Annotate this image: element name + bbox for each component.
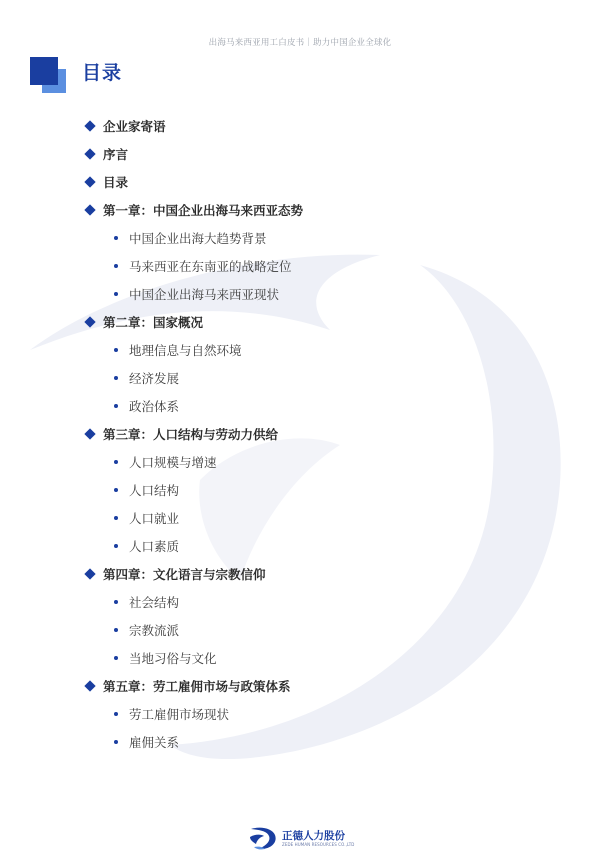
dot-bullet-icon bbox=[114, 292, 118, 296]
toc-chapter-item[interactable] bbox=[0, 560, 600, 588]
dot-bullet-icon bbox=[114, 376, 118, 380]
dot-bullet-icon bbox=[114, 460, 118, 464]
dot-bullet-icon bbox=[114, 516, 118, 520]
toc-item-label: 政治体系 bbox=[129, 399, 180, 414]
toc-item-label: 劳工雇佣市场现状 bbox=[129, 707, 230, 722]
dot-bullet-icon bbox=[114, 404, 118, 408]
toc-item-label: 人口素质 bbox=[129, 539, 180, 554]
toc-section-item[interactable] bbox=[0, 616, 600, 644]
dot-bullet-icon bbox=[114, 712, 118, 716]
toc-item-label: 人口结构 bbox=[129, 483, 180, 498]
dot-bullet-icon bbox=[114, 656, 118, 660]
toc-section-item[interactable] bbox=[0, 728, 600, 756]
footer-logo bbox=[248, 825, 358, 853]
diamond-bullet-icon bbox=[84, 680, 95, 691]
toc-item-label: 目录 bbox=[103, 175, 129, 190]
diamond-bullet-icon bbox=[84, 120, 95, 131]
toc-item-label: 中国企业出海大趋势背景 bbox=[129, 231, 267, 246]
dot-bullet-icon bbox=[114, 348, 118, 352]
toc-chapter-item[interactable] bbox=[0, 308, 600, 336]
diamond-bullet-icon bbox=[84, 204, 95, 215]
toc-section-item[interactable] bbox=[0, 252, 600, 280]
toc-section-item[interactable] bbox=[0, 336, 600, 364]
toc-chapter-item[interactable] bbox=[0, 140, 600, 168]
toc-item-label: 经济发展 bbox=[129, 371, 180, 386]
diamond-bullet-icon bbox=[84, 176, 95, 187]
toc-item-label: 马来西亚在东南亚的战略定位 bbox=[129, 259, 292, 274]
toc-chapter-item[interactable] bbox=[0, 420, 600, 448]
dot-bullet-icon bbox=[114, 236, 118, 240]
toc-section-item[interactable] bbox=[0, 364, 600, 392]
toc-section-item[interactable] bbox=[0, 700, 600, 728]
toc-chapter-item[interactable] bbox=[0, 168, 600, 196]
running-header: 出海马来西亚用工白皮书｜助力中国企业全球化 bbox=[208, 38, 392, 48]
brand-name-en: ZEDE HUMAN RESOURCES CO.,LTD bbox=[282, 842, 355, 847]
dot-bullet-icon bbox=[114, 544, 118, 548]
toc-section-item[interactable] bbox=[0, 504, 600, 532]
brand-name: 正德人力股份 bbox=[282, 830, 345, 842]
dot-bullet-icon bbox=[114, 488, 118, 492]
title-decoration bbox=[30, 57, 66, 93]
toc-item-label: 第三章：人口结构与劳动力供给 bbox=[103, 427, 279, 442]
page-title: 目录 bbox=[82, 62, 123, 84]
toc-item-label: 序言 bbox=[103, 147, 129, 162]
toc-chapter-item[interactable] bbox=[0, 112, 600, 140]
toc-chapter-item[interactable] bbox=[0, 672, 600, 700]
toc-section-item[interactable] bbox=[0, 644, 600, 672]
toc-section-item[interactable] bbox=[0, 224, 600, 252]
toc-item-label: 人口就业 bbox=[129, 511, 180, 526]
toc-item-label: 社会结构 bbox=[129, 595, 180, 610]
toc-item-label: 企业家寄语 bbox=[103, 119, 166, 134]
dot-bullet-icon bbox=[114, 628, 118, 632]
toc-item-label: 当地习俗与文化 bbox=[129, 651, 217, 666]
diamond-bullet-icon bbox=[84, 316, 95, 327]
toc-section-item[interactable] bbox=[0, 392, 600, 420]
toc-item-label: 第二章：国家概况 bbox=[103, 315, 204, 330]
toc-section-item[interactable] bbox=[0, 476, 600, 504]
toc-item-label: 第一章：中国企业出海马来西亚态势 bbox=[103, 203, 304, 218]
toc-item-label: 中国企业出海马来西亚现状 bbox=[129, 287, 280, 302]
diamond-bullet-icon bbox=[84, 428, 95, 439]
toc-item-label: 地理信息与自然环境 bbox=[129, 343, 242, 358]
brand-logo-icon bbox=[248, 825, 278, 851]
toc-item-label: 人口规模与增速 bbox=[129, 455, 217, 470]
dot-bullet-icon bbox=[114, 264, 118, 268]
toc-section-item[interactable] bbox=[0, 280, 600, 308]
diamond-bullet-icon bbox=[84, 148, 95, 159]
toc-item-label: 宗教流派 bbox=[129, 623, 180, 638]
toc-section-item[interactable] bbox=[0, 588, 600, 616]
diamond-bullet-icon bbox=[84, 568, 95, 579]
dot-bullet-icon bbox=[114, 600, 118, 604]
toc-section-item[interactable] bbox=[0, 448, 600, 476]
dot-bullet-icon bbox=[114, 740, 118, 744]
toc-chapter-item[interactable] bbox=[0, 196, 600, 224]
toc-item-label: 第四章：文化语言与宗教信仰 bbox=[103, 567, 266, 582]
toc-item-label: 第五章：劳工雇佣市场与政策体系 bbox=[103, 679, 291, 694]
toc-item-label: 雇佣关系 bbox=[129, 735, 180, 750]
toc-section-item[interactable] bbox=[0, 532, 600, 560]
